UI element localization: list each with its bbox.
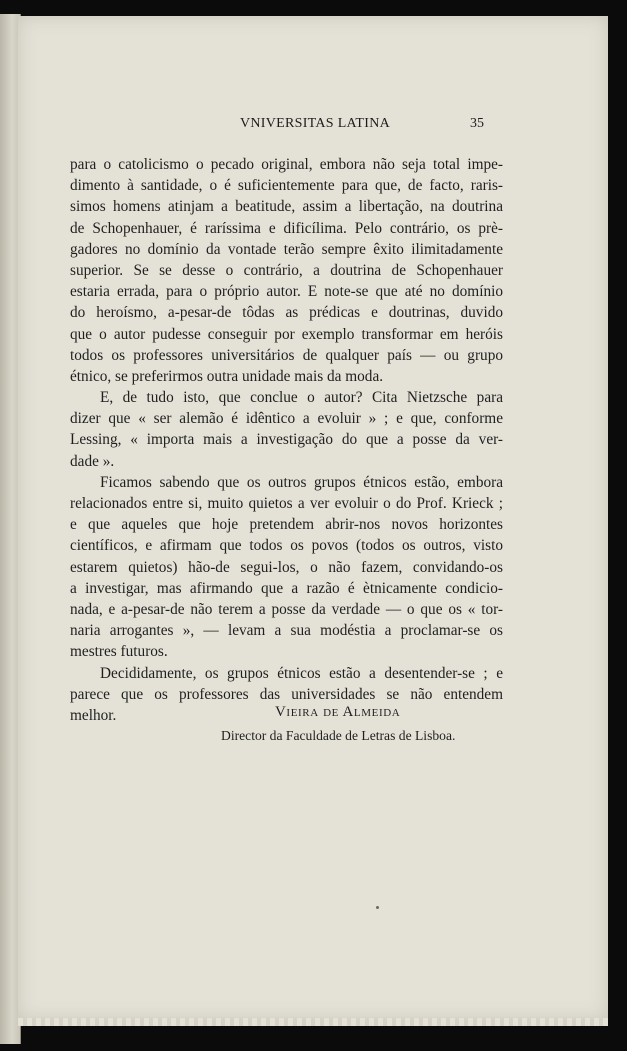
text-line: mestres futuros. xyxy=(70,643,168,661)
body-text xyxy=(70,154,503,726)
text-line: superior. Se se desse o contrário, a doutrina de Schopenhauer xyxy=(70,261,503,279)
text-line: Decididamente, os grupos étnicos estão a desentender-se ; e xyxy=(100,664,503,682)
text-line: estarem quietos) hão-de segui-los, o não fazem, convidando-os xyxy=(70,558,503,576)
text-line: a investigar, mas afirmando que a razão é ètnicamente condicio- xyxy=(70,579,503,597)
running-header xyxy=(18,116,608,136)
text-line: estaria errada, para o próprio autor. E note-se que até no domínio xyxy=(70,283,503,301)
text-line: de Schopenhauer, é raríssima e dificílima. Pelo contrário, os prè- xyxy=(70,219,503,237)
paragraph-1 xyxy=(70,154,503,387)
author-role: Director da Faculdade de Letras de Lisboa. xyxy=(221,728,456,743)
text-line: relacionados entre si, muito quietos a ver evoluir o do Prof. Krieck ; xyxy=(70,495,503,512)
text-line: parece que os professores das universidades se não entendem xyxy=(70,685,503,703)
text-line: melhor. xyxy=(70,706,117,724)
running-title: VNIVERSITAS LATINA xyxy=(239,116,391,131)
text-line: naria arrogantes », — levam a sua modéstia a proclamar-se os xyxy=(70,622,503,640)
page-number: 35 xyxy=(470,116,484,131)
text-line: nada, e a-pesar-de não terem a posse da verdade — o que os « tor- xyxy=(70,600,503,618)
text-line: gadores no domínio da vontade terão sempre êxito ilimitadamente xyxy=(70,240,503,258)
text-line: todos os professores universitários de qualquer país — ou grupo xyxy=(70,346,503,364)
text-line: étnico, se preferirmos outra unidade mais da moda. xyxy=(70,367,384,385)
text-line: e que aqueles que hoje pretendem abrir-nos novos horizontes xyxy=(70,516,503,534)
text-line: Ficamos sabendo que os outros grupos étnicos estão, embora xyxy=(100,473,503,491)
text-line: E, de tudo isto, que conclue o autor? Cita Nietzsche para xyxy=(100,389,503,407)
paper-speck xyxy=(376,906,379,909)
paragraph-2 xyxy=(70,387,503,472)
paragraph-3 xyxy=(70,472,503,663)
text-line: dade ». xyxy=(70,452,115,470)
text-line: científicos, e afirmam que todos os povos (todos os outros, visto xyxy=(70,537,503,555)
text-line: que o autor pudesse conseguir por exemplo transformar em heróis xyxy=(70,325,503,343)
text-line: para o catolicismo o pecado original, embora não seja total impe- xyxy=(70,156,503,173)
text-line: simos homens atinjam a beatitude, assim a libertação, na doutrina xyxy=(70,198,503,216)
text-line: dimento à santidade, o é suficientemente para que, de facto, raris- xyxy=(70,177,503,195)
text-line: dizer que « ser alemão é idêntico a evoluir » ; e que, conforme xyxy=(70,410,503,428)
text-line: do heroísmo, a-pesar-de tôdas as prédicas e doutrinas, duvido xyxy=(70,304,503,322)
text-line: Lessing, « importa mais a investigação do que a posse da ver- xyxy=(70,431,503,449)
author-name: Vieira de Almeida xyxy=(275,704,401,720)
book-page xyxy=(18,16,608,1020)
